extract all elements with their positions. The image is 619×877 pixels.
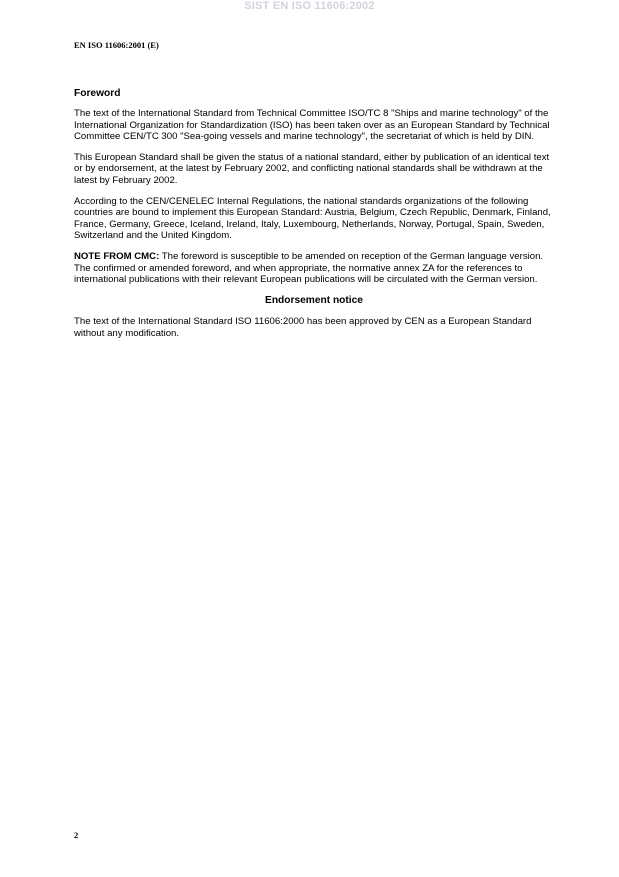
watermark: SIST EN ISO 11606:2002 (244, 0, 375, 12)
page-content (74, 88, 554, 349)
endorsement-heading: Endorsement notice (265, 295, 363, 307)
document-id-header: EN ISO 11606:2001 (E) (74, 40, 159, 50)
note-text: The foreword is susceptible to be amended on reception of the German language version. The confirmed or amended foreword, and when appropriate, the normative annex ZA for the references to international publications with their relevant European publications will be circulated with the German version. (74, 251, 544, 285)
foreword-paragraph-2: This European Standard shall be given the status of a national standard, either by publication of an identical text or by endorsement, at the latest by February 2002, and conflicting national standards shall be withdrawn at the latest by February 2002. (74, 152, 550, 186)
page-number: 2 (74, 830, 79, 840)
foreword-paragraph-1: The text of the International Standard from Technical Committee ISO/TC 8 "Ships and marine technology" of the International Organization for Standardization (ISO) has been taken over as an European Standard by Technical Committee CEN/TC 300 "Sea-going vessels and marine technology", the secretariat of which is held by DIN. (74, 108, 550, 142)
endorsement-paragraph: The text of the International Standard ISO 11606:2000 has been approved by CEN as a European Standard without any modification. (74, 316, 532, 339)
foreword-heading: Foreword (74, 88, 121, 99)
foreword-paragraph-3: According to the CEN/CENELEC Internal Regulations, the national standards organizations of the following countries are bound to implement this European Standard: Austria, Belgium, Czech Republic, Denmark, Finland, France, Germany, Greece, Iceland, Ireland, Italy, Luxembourg, Netherlands, Norway, Portugal, Spain, Sweden, Switzerland and the United Kingdom. (74, 196, 551, 241)
note-label: NOTE FROM CMC: (74, 251, 160, 263)
note-paragraph (74, 251, 554, 285)
